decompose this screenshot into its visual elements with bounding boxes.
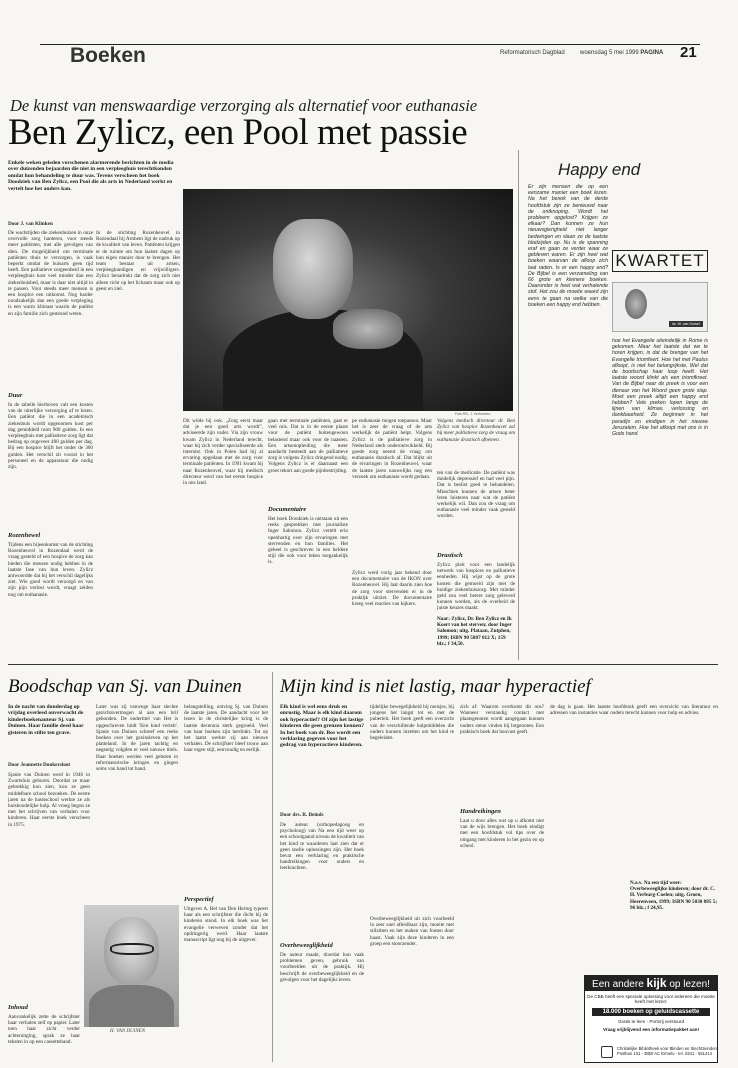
article2-subhead-inhoud: Inhoud [8,1004,28,1011]
article2-byline: Door Jeannette Donkersloot [8,762,71,768]
article3-col4: de dag is gaan. Het laatste hoofdstuk geeft een overzicht van literatuur en adressen van instanties waar ouders terecht kunnen voor hulp en advies. [550,704,718,717]
article1-caption: Volgens medisch directeur dr. Ben Zylicz van hospice Rozenheuvel zal bij meer palliatieve zorg de vraag om euthanasie drastisch afnemen. [437,418,515,443]
photo-face [273,219,353,319]
article1-col3: gaan met terminale patiënten, gaat er veel mis. Dat is in de eerste plaats voor de patiënt buitengewoon belastend maar ook voor de naasten. Een artsenopleiding die meer aandacht besteedt aan de palliatieve zorg is volgens Zylicz dringend nodig. Volgens Zylicz is er daarnaast een groot tekort aan goede pijnbestrijding. [268,418,348,474]
article2-col3: belangstelling, ontving Sj. van Duinen de laatste jaren. De aandacht voor het lezen in de christelijke kring is de laatste decennia sterk gegroeid. Veel van haar boeken zijn herdrukt. Tot op het laatst werkte zij aan nieuwe verhalen. De schrijfster bleef trouw aan haar eigen stijl, eenvoudig en eerlijk. [184,704,268,754]
article2-subhead-perspectief: Perspectief [184,896,214,903]
article2-col3b: Uitgever A. Bel van Den Hertog typeert haar als een schrijfster die dicht bij de kinderen stond. In elk boek was het evangelie verweven zonder dat het opdringerig werd. Haar laatste manuscript ligt nog bij de uitgever. [184,906,268,944]
article1-subhead-rozenhewel: Rozenhewel [8,532,41,539]
article3-col2b: Overbeweeglijkheid uit zich voorbeeld in zeer snel afleidbaar zijn, moeite met stilzitten en het maken van fouten door haast. Vaak zijn deze kinderen in een groep een stoorzender. [370,916,454,947]
article1-subhead-documentaire: Documentaire [268,506,307,513]
article3-subhead-overbeweeglijkheid: Overbeweeglijkheid [280,942,333,949]
article1-col5b: Zylicz pleit voor een landelijk netwerk van hospices en palliatieve eenheden. Hij wijst op de grote kosten die gemoeid zijn met de huidige ziekenhuiszorg. Met minder geld zou veel betere zorg geleverd kunnen worden, als de overheid de juiste keuzes maakt. [437,562,515,612]
advert-title [585,976,717,991]
advert-line2: Gratis te leen - Portvrij verstuurd [617,1019,685,1024]
photo-body [89,985,174,1027]
kwartet-label: KWARTET [612,250,708,272]
article1-col4: pe euthanasie mogen toepassen. Maar het is zeer de vraag of de arts werkelijk de patiënt helpt. Volgens Zylicz is de palliatieve zorg in Nederland sterk onderontwikkeld. Bij goede zorg neemt de vraag om euthanasie drastisch af. Dat blijkt uit de ervaringen in Rozenheuvel, waar de laatste jaren nauwelijks nog een verzoek om euthanasie wordt gedaan. [352,418,432,480]
advert-line3: Vraag vrijblijvend een informatiepakket aan! [603,1027,699,1032]
article2-lead: In de nacht van donderdag op vrijdag overleed onverwacht de kinderboekenauteur Sj. van Duinen. Haar familie deed haar gisteren in stilte ten grave. [8,704,84,736]
article1-col1b: In de tabelle hierboven valt een kosten van de uiterlijke verzorging af te lezen. Een patiënt die in een academisch ziekenhuis wordt opgenomen kost per dag gemiddeld ruim 900 gulden. In een verpleeghuis met palliatieve zorg ligt dat bedrag op ongeveer 400 gulden per dag. Bij een hospice blijft het onder de 300 gulden. Het verschil zit vooral in het personeel en de apparatuur die nodig zijn. [8,402,93,471]
article2-headline: Boodschap van Sj. van Duinen [8,676,242,697]
advert-title-pre: Een andere [592,979,644,990]
article3-col2: tijdelijke bewegelijkheid bij meisjes, bij jongens het langst tot en met de puberteit. Het boek geeft een overzicht van de verschillende hulpmiddelen die ouders kunnen inzetten om het kind te begeleiden. [370,704,454,742]
article3-lead: Elk kind is wel eens druk en onrustig. Maar is elk kind daarom ook hyperactief? Of zijn het lastige kinderen die geen grenzen kennen? In het boek van dr. Bos wordt een verklaring gegeven voor het gedrag van hyperactieve kinderen. [280,704,364,749]
column-text-cont: hoe het Evangelie uiteindelijk in Rome is gekomen. Maar het laatste dat we te horen krijgen, is dat de brenger van het Evangelie triomfeert. Hoe het met Paulus afloopt, is niet het belangrijkste. Wel dat de boodschap haar loop heeft. Het laatste woord klinkt als een triomfkreet. Van de Bijbel naar de preek is voor een dienaar van het Woord geen grote stap. Moet een preek altijd een happy end hebben? Vele preken lopen langs de lijnen van klimax, verlossing en dankbaarheid. Ze beginnen in het paradijs en eindigen in het nieuwe Jeruzalem. Hoe het afloopt met ons is in Gods hand. [612,338,708,438]
publication-name: Reformatorisch Dagblad [500,50,565,56]
photo-credit: Foto RD, J. Verhoeven [455,412,491,416]
article1-booklist: Naar: Zylicz, Dr. Ben Zylicz en Ik Koert van het sterven; door Inger Salomon; uitg. Plataan, Zutphen, 1999; ISBN 90 5807 012 X; 159 blz.; f 34,50. [437,616,512,647]
article3-col1b: De auteur maakt, doordat hun vaak problemen geven, gebruik van voorbeelden uit de praktijk. Hij beschrijft de overbeweeglijkheid en de gevolgen voor het dagelijks leven. [280,952,364,983]
date-text: woensdag 5 mei 1999 [580,50,639,56]
article3-col1: De auteur (orthopedagoog en psycholoog) van Na een tijd weer op een schoolgaand niveau de kwaliteit van het kind te waarderen laat zien dat er geen snelle oplossingen zijn. Het boek bevat een verklaring en praktische handreikingen voor ouders en leerkrachten. [280,822,364,872]
article1-subhead-drastisch: Drastisch [437,552,463,559]
article1-lead: Enkele weken geleden verschenen alarmerende berichten in de media over duizenden bejaarden die niet in een verpleeghuis terechtkonden omdat hun behandeling te duur was. Tevens verscheen het boek Doodziek van Ben Zylicz, een Pool die als arts in Nederland werkt en vertelt hoe het anders kan. [8,160,174,192]
article2-col1: Sjanie van Duinen werd in 1946 in Zwartsluis geboren. Doordat ze maar gebrekkig kon zien, kon ze geen middelbare school bezoeken. De eerste jaren na de basisschool werkte ze als huishoudelijke hulp. Al vroeg begon ze met het schrijven van verhalen voor kinderen. Haar eerste boek verscheen in 1975. [8,772,90,828]
article2-col2: Later was zij vanwege haar slechte gezichtsvermogen al aan een bril gebonden. De ondertitel van Het is opgeschreven luidt 'Een kind vertelt'. Sjanie van Duinen schreef een reeks boeken over het gezinsleven op het platteland. In de jaren tachtig en negentig volgden er veel nieuwe titels. Haar boeken werden veel gelezen in reformatorische kringen en gingen soms van hand tot hand. [96,704,178,773]
article1-col2: Dit wilde hij ook. „Zorg eerst maar dat je een goed arts wordt”, adviseerde zijn vader. Via zijn vrouw kwam Zylicz in Nederland terecht, waar hij zich verder specialiseerde als internist. Ook in Polen had hij al ervaring opgedaan met de zorg voor terminale patiënten. In 1991 kwam hij naar Rozenheuvel, waar hij medisch directeur werd van het eerste hospice in ons land. [183,418,263,487]
article1-col1-cont: In de stichting Rozenheuvel in Rozendaal bij Arnhem ligt de nadruk op de kwaliteit van leven. Patiënten krijgen er de ruimte om hun laatste dagen op hun eigen manier door te brengen. Het team bestaat uit artsen, verpleegkundigen en vrijwilligers. Zylicz benadrukt dat de zorg zich niet alleen richt op het lichaam maar ook op geest en ziel. [96,230,180,292]
article1-subhead-duur: Duur [8,392,23,399]
photo-sj-van-duinen [84,905,179,1027]
article-divider [272,672,273,1062]
advert-footer1: Christelijke Bibliotheek voor Blinden en Slechtzienden [617,1046,717,1051]
author-face [625,289,647,319]
article2-col1b: Aanvankelijk zette de schrijfster haar verhalen zelf op papier. Later toen haar zicht verder achteruitging, sprak ze haar teksten in op een cassetteband. [8,1014,80,1045]
author-portrait [612,282,708,332]
article3-booklist: N.a.v. Na een tijd weer: Overbeweeglijke kinderen; door dr. C. H. Verburg-Coelen; uitg. Groen, Heerenveen, 1999; ISBN 90 5030 885 5; 96 blz.; f 24,95. [630,880,718,911]
article3-col3: zich af: Waarom overkomt dit ons? Wanneer verstandig contact met plaatsgenoten wordt aangegaan kunnen ouders steun vinden bij lotgenoten. Een praktisch boek dat houvast geeft. [460,704,544,735]
advert-highlight: 18.000 boeken op geluidscassette [592,1008,710,1016]
photo-glasses [110,943,154,955]
article1-byline: Door J. van Klinken [8,221,53,227]
column-divider [518,150,519,660]
article3-subhead-handreikingen: Handreikingen [460,808,501,815]
advert-line1: De CBB heeft een speciale oplossing voor iedereen die moeite heeft met lezen: [587,994,715,1004]
advert-footer2: Postbus 131 - 3850 AC Ermelo - tel. 0341 - 551414 [617,1051,712,1056]
pagina-label: PAGINA [640,50,664,56]
advert-title-post: op lezen! [669,979,710,990]
article1-col3b: Het boek Doodziek is ontstaan uit een reeks gesprekken met journaliste Inger Salomon. Zylicz vertelt erin openhartig over zijn ervaringen met stervenden en hun families. Het geheel is geschreven in een heldere stijl die ook voor leken toegankelijk is. [268,516,348,566]
article1-col4b: Zylicz werd vorig jaar bekend door een documentaire van de IKON over Rozenheuvel. Hij laat daarin zien hoe de zorg voor stervenden er in de praktijk uitziet. De documentaire kreeg veel reacties van kijkers. [352,570,432,608]
column-text: Er zijn mensen die op een eenzame manier een boek lezen. Na het bereik van de derde hoofdstuk zijn ze benieuwd naar de ontknoping. Wordt het probleem opgelost? Krijgen ze elkaar? Dan kunnen ze hun nieuwsgierigheid niet langer bedwingen en slaan ze de laatste bladzijden op. Nu is de spanning eraf en gaan ze verder waar ze gebleven waren. Er zijn heel wat boeken waarvan de afloop zich laat raden. Is er een happy end? De Bijbel is een verzameling van 66 grote en kleinere boeken. Daaronder is heel wat verhalende stof. Het zou de moeite waard zijn eens te gaan na welke van die boeken een happy end hebben. [528,184,608,308]
advert-title-bold: kijk [646,976,667,990]
article1-col1c: Tijdens een bijeenkomst van de stichting Rozenheuvel in Rozendaal werd de vraag gesteld of een hospice de zorg kan bieden die mensen nodig hebben in de laatste fase van hun leven. Zylicz antwoordde dat hij het verschil dagelijks ziet. Wie goed wordt verzorgd en van zijn pijn verlost wordt, vraagt zelden nog om euthanasie. [8,542,93,598]
article3-col3b: Laat u door alles wat op u afkomt niet van de wijs brengen. Het boek eindigt met een hoofdstuk vol tips over de omgang met kinderen in het gezin en op school. [460,818,544,849]
section-divider [8,664,718,665]
article3-byline: Door drs. R. Beinds [280,812,324,818]
advert-box[interactable] [584,975,718,1063]
article1-headline: Ben Zylicz, een Pool met passie [8,112,468,153]
article3-headline: Mijn kind is niet lastig, maar hyperactief [280,676,591,697]
photo-caption: H. VAN DUINEN [110,1029,146,1034]
column-title: Happy end [558,160,641,179]
article1-kicker: De kunst van menswaardige verzorging als alternatief voor euthanasie [10,96,478,115]
section-title: Boeken [70,44,146,67]
cbb-logo-icon [601,1046,613,1058]
article1-col1: De wachttijden die ziekenhuizen in onze overvolle zorg hanteren, voor steeds meer patiënten, met alle gevolgen van dien. De mogelijkheid om terminale patiënten thuis te verzorgen, is vaak beperkt omdat de huisarts geen tijd heeft. Een palliatieve zorgeenheid in een verpleeghuis kost veel minder dan een ziekenhuisbed, maar is daar niet altijd in te passen. Voor steeds meer mensen is een hospice een uitkomst. Nog harder noodzakelijk dan een goede verpleging is een warm klimaat waarin de patiënt en zijn familie zich gesteund weten. [8,230,93,317]
author-name: ds. W. van Gorsel [669,321,703,327]
publication-date [580,50,663,56]
photo-ben-zylicz [183,189,513,411]
photo-hand [333,309,403,349]
advert-footer [617,1046,717,1056]
page-number: 21 [680,44,697,61]
article1-col5: ten van de medicatie. De patiënt was duidelijk depressief en had veel pijn. Dat is beslist goed te behandelen. Misschien kunnen de artsen beter leren luisteren naar wat de patiënt werkelijk wil. Dan zou de vraag om euthanasie veel minder vaak gesteld worden. [437,470,515,520]
